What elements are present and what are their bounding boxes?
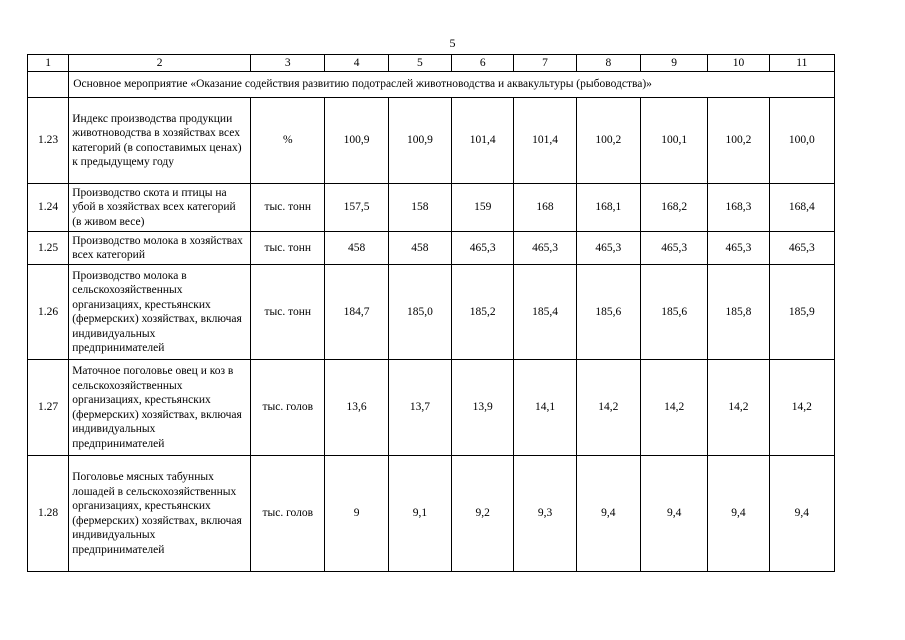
header-cell: 7 — [514, 55, 576, 72]
value-cell: 14,2 — [708, 360, 769, 456]
value-cell: 465,3 — [640, 232, 707, 265]
unit-cell: тыс. голов — [251, 360, 325, 456]
row-number: 1.25 — [28, 232, 69, 265]
value-cell: 100,2 — [576, 98, 640, 184]
unit-cell: тыс. тонн — [251, 232, 325, 265]
value-cell: 100,9 — [325, 98, 388, 184]
header-cell: 11 — [769, 55, 834, 72]
indicator-name: Индекс производства продукции животноводства в хозяйствах всех категорий (в сопоставимых ценах) к предыдущему году — [69, 98, 251, 184]
header-cell: 4 — [325, 55, 388, 72]
value-cell: 14,2 — [769, 360, 834, 456]
value-cell: 14,1 — [514, 360, 576, 456]
value-cell: 9,4 — [640, 456, 707, 572]
value-cell: 158 — [388, 184, 451, 232]
value-cell: 9,1 — [388, 456, 451, 572]
value-cell: 100,0 — [769, 98, 834, 184]
header-cell: 2 — [69, 55, 251, 72]
value-cell: 9,4 — [576, 456, 640, 572]
value-cell: 458 — [388, 232, 451, 265]
unit-cell: тыс. тонн — [251, 265, 325, 360]
value-cell: 465,3 — [452, 232, 514, 265]
value-cell: 185,6 — [640, 265, 707, 360]
header-cell: 9 — [640, 55, 707, 72]
value-cell: 185,2 — [452, 265, 514, 360]
indicator-name: Производство скота и птицы на убой в хозяйствах всех категорий (в живом весе) — [69, 184, 251, 232]
value-cell: 465,3 — [514, 232, 576, 265]
header-cell: 6 — [452, 55, 514, 72]
row-number: 1.26 — [28, 265, 69, 360]
value-cell: 168,1 — [576, 184, 640, 232]
section-title: Основное мероприятие «Оказание содействия развитию подотраслей животноводства и аквакультуры (рыбоводства)» — [69, 72, 835, 98]
value-cell: 168 — [514, 184, 576, 232]
value-cell: 100,1 — [640, 98, 707, 184]
section-row — [28, 72, 835, 98]
header-cell: 3 — [251, 55, 325, 72]
page-number: 5 — [449, 36, 456, 50]
value-cell: 14,2 — [576, 360, 640, 456]
value-cell: 185,4 — [514, 265, 576, 360]
row-number: 1.24 — [28, 184, 69, 232]
header-cell: 10 — [708, 55, 769, 72]
unit-cell: тыс. тонн — [251, 184, 325, 232]
table-row — [28, 98, 835, 184]
row-number: 1.28 — [28, 456, 69, 572]
value-cell: 100,2 — [708, 98, 769, 184]
table-row — [28, 456, 835, 572]
value-cell: 168,2 — [640, 184, 707, 232]
indicator-name: Поголовье мясных табунных лошадей в сельскохозяйственных организациях, крестьянских (фермерских) хозяйствах, включая индивидуальных предпринимателей — [69, 456, 251, 572]
table-row — [28, 265, 835, 360]
value-cell: 9 — [325, 456, 388, 572]
value-cell: 184,7 — [325, 265, 388, 360]
value-cell: 13,9 — [452, 360, 514, 456]
value-cell: 14,2 — [640, 360, 707, 456]
value-cell: 185,0 — [388, 265, 451, 360]
row-number: 1.27 — [28, 360, 69, 456]
unit-cell: % — [251, 98, 325, 184]
value-cell: 101,4 — [514, 98, 576, 184]
table-row — [28, 184, 835, 232]
value-cell: 168,4 — [769, 184, 834, 232]
header-cell: 8 — [576, 55, 640, 72]
value-cell: 465,3 — [769, 232, 834, 265]
header-row — [28, 55, 835, 72]
value-cell: 159 — [452, 184, 514, 232]
value-cell: 465,3 — [576, 232, 640, 265]
value-cell: 13,6 — [325, 360, 388, 456]
row-number: 1.23 — [28, 98, 69, 184]
value-cell: 465,3 — [708, 232, 769, 265]
value-cell: 9,4 — [708, 456, 769, 572]
section-empty-cell — [28, 72, 69, 98]
table-row — [28, 360, 835, 456]
indicator-name: Производство молока в хозяйствах всех категорий — [69, 232, 251, 265]
value-cell: 458 — [325, 232, 388, 265]
value-cell: 13,7 — [388, 360, 451, 456]
unit-cell: тыс. голов — [251, 456, 325, 572]
value-cell: 100,9 — [388, 98, 451, 184]
table-row — [28, 232, 835, 265]
indicators-table — [27, 54, 835, 572]
value-cell: 101,4 — [452, 98, 514, 184]
value-cell: 168,3 — [708, 184, 769, 232]
indicator-name: Маточное поголовье овец и коз в сельскохозяйственных организациях, крестьянских (фермерских) хозяйствах, включая индивидуальных предпринимателей — [69, 360, 251, 456]
value-cell: 185,8 — [708, 265, 769, 360]
header-cell: 1 — [28, 55, 69, 72]
value-cell: 9,4 — [769, 456, 834, 572]
indicator-name: Производство молока в сельскохозяйственных организациях, крестьянских (фермерских) хозяйствах, включая индивидуальных предпринимателей — [69, 265, 251, 360]
value-cell: 185,9 — [769, 265, 834, 360]
value-cell: 9,3 — [514, 456, 576, 572]
value-cell: 9,2 — [452, 456, 514, 572]
value-cell: 157,5 — [325, 184, 388, 232]
header-cell: 5 — [388, 55, 451, 72]
value-cell: 185,6 — [576, 265, 640, 360]
